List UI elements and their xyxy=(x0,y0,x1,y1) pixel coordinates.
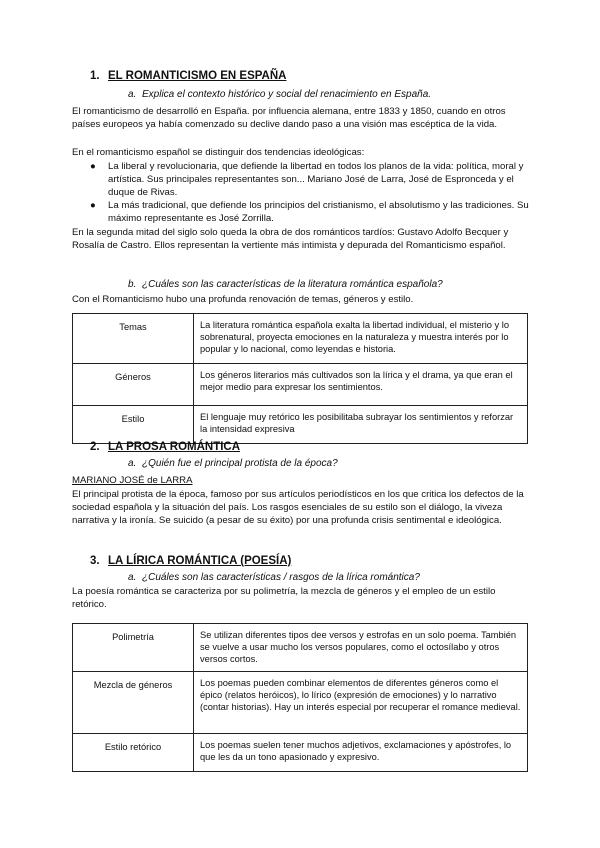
table-value: Los poemas pueden combinar elementos de diferentes géneros como el épico (relatos heróicos), lo lírico (expresión de emociones) y lo narrativo (contar historias). Hay un interés especial por recuperar el romance medieval. xyxy=(194,672,528,734)
bullet-dot-icon: ● xyxy=(90,200,96,211)
section-1-number: 1. xyxy=(90,70,100,82)
table-row xyxy=(73,672,528,734)
table-row xyxy=(73,734,528,772)
question-1a-text: Explica el contexto histórico y social del renacimiento en España. xyxy=(142,89,432,100)
bullet-text: La liberal y revolucionaria, que defiende la libertad en todos los planos de la vida: política, moral y artística. Sus principales representantes son... Mariano José de Larra, José de Espronceda y el duque de Rivas. xyxy=(108,161,524,198)
table-key: Estilo retórico xyxy=(73,734,194,772)
table-row xyxy=(73,624,528,672)
question-2a xyxy=(128,458,338,469)
table-row xyxy=(73,364,528,406)
question-1b xyxy=(128,279,443,290)
bullet-item xyxy=(90,199,530,225)
table-key: Estilo xyxy=(73,406,194,444)
table-value: La literatura romántica española exalta la libertad individual, el misterio y lo sobrenatural, proyecta emociones en la naturaleza y muestra interés por lo popular y lo nacional, como leyendas e historia. xyxy=(194,314,528,364)
bullet-item xyxy=(90,160,530,199)
question-2a-text: ¿Quién fue el principal protista de la época? xyxy=(142,458,338,469)
section-2-number: 2. xyxy=(90,441,100,453)
table-value: Se utilizan diferentes tipos dee versos y estrofas en un solo poema. También se vuelve a usar mucho los versos populares, como el octosílabo y otros versos cortos. xyxy=(194,624,528,672)
question-3a-letter: a. xyxy=(128,572,137,583)
table-row xyxy=(73,314,528,364)
table-value: El lenguaje muy retórico les posibilitaba subrayar los sentimientos y reforzar la intensidad expresiva xyxy=(194,406,528,444)
table-row xyxy=(73,406,528,444)
table-key: Géneros xyxy=(73,364,194,406)
section-2-heading xyxy=(90,441,240,453)
question-1a-letter: a. xyxy=(128,89,137,100)
author-name: MARIANO JOSÉ de LARRA xyxy=(72,475,193,486)
question-1b-letter: b. xyxy=(128,279,137,290)
section-1-heading xyxy=(90,70,286,82)
paragraph-3-1: La poesía romántica se caracteriza por su polimetría, la mezcla de géneros y el empleo de un estilo retórico. xyxy=(72,586,496,610)
section-1-title: EL ROMANTICISMO EN ESPAÑA xyxy=(108,70,287,82)
bullet-text: La más tradicional, que defiende los principios del cristianismo, el absolutismo y las tradiciones. Su máximo representante es José Zorrilla. xyxy=(108,200,529,224)
table-value: Los géneros literarios más cultivados son la lírica y el drama, ya que eran el mejor medio para expresar los sentimientos. xyxy=(194,364,528,406)
section-2-title: LA PROSA ROMÁNTICA xyxy=(108,441,241,453)
question-2a-letter: a. xyxy=(128,458,137,469)
question-3a xyxy=(128,572,420,583)
table-lyric-features xyxy=(72,623,528,772)
paragraph-1-2: En el romanticismo español se distinguir dos tendencias ideológicas: xyxy=(72,147,365,158)
question-3a-text: ¿Cuáles son las características / rasgos de la lírica romántica? xyxy=(142,572,420,583)
section-3-title: LA LÍRICA ROMÁNTICA (POESÍA) xyxy=(108,555,292,567)
paragraph-1-3: En la segunda mitad del siglo solo queda la obra de dos románticos tardíos: Gustavo Adolfo Becquer y Rosalía de Castro. Ellos representan la vertiente más intimista y depurada del Romanticismo español. xyxy=(72,227,509,251)
paragraph-2-1: El principal protista de la época, famoso por sus artículos periodísticos en los que critica los defectos de la sociedad española y la situación del país. Los rasgos esenciales de su estilo son el diálogo, la viveza narrativa y la ironía. Se suicido (a pesar de su éxito) por una profunda crisis sentimental e ideológica. xyxy=(72,489,524,526)
bullet-dot-icon: ● xyxy=(90,161,96,172)
table-key: Polimetría xyxy=(73,624,194,672)
question-1b-text: ¿Cuáles son las características de la literatura romántica española? xyxy=(142,279,443,290)
table-key: Mezcla de géneros xyxy=(73,672,194,734)
question-1a xyxy=(128,89,431,100)
section-3-number: 3. xyxy=(90,555,100,567)
section-3-heading xyxy=(90,555,291,567)
table-romanticism-features xyxy=(72,313,528,444)
table-value: Los poemas suelen tener muchos adjetivos, exclamaciones y apóstrofes, lo que les da un tono apasionado y expresivo. xyxy=(194,734,528,772)
table-key: Temas xyxy=(73,314,194,364)
paragraph-1-4: Con el Romanticismo hubo una profunda renovación de temas, géneros y estilo. xyxy=(72,294,414,305)
paragraph-1-1: El romanticismo de desarrolló en España. por influencia alemana, entre 1833 y 1850, cuando en otros países europeos ya había comenzado su declive dando paso a una visión mas escéptica de la vida. xyxy=(72,106,506,130)
